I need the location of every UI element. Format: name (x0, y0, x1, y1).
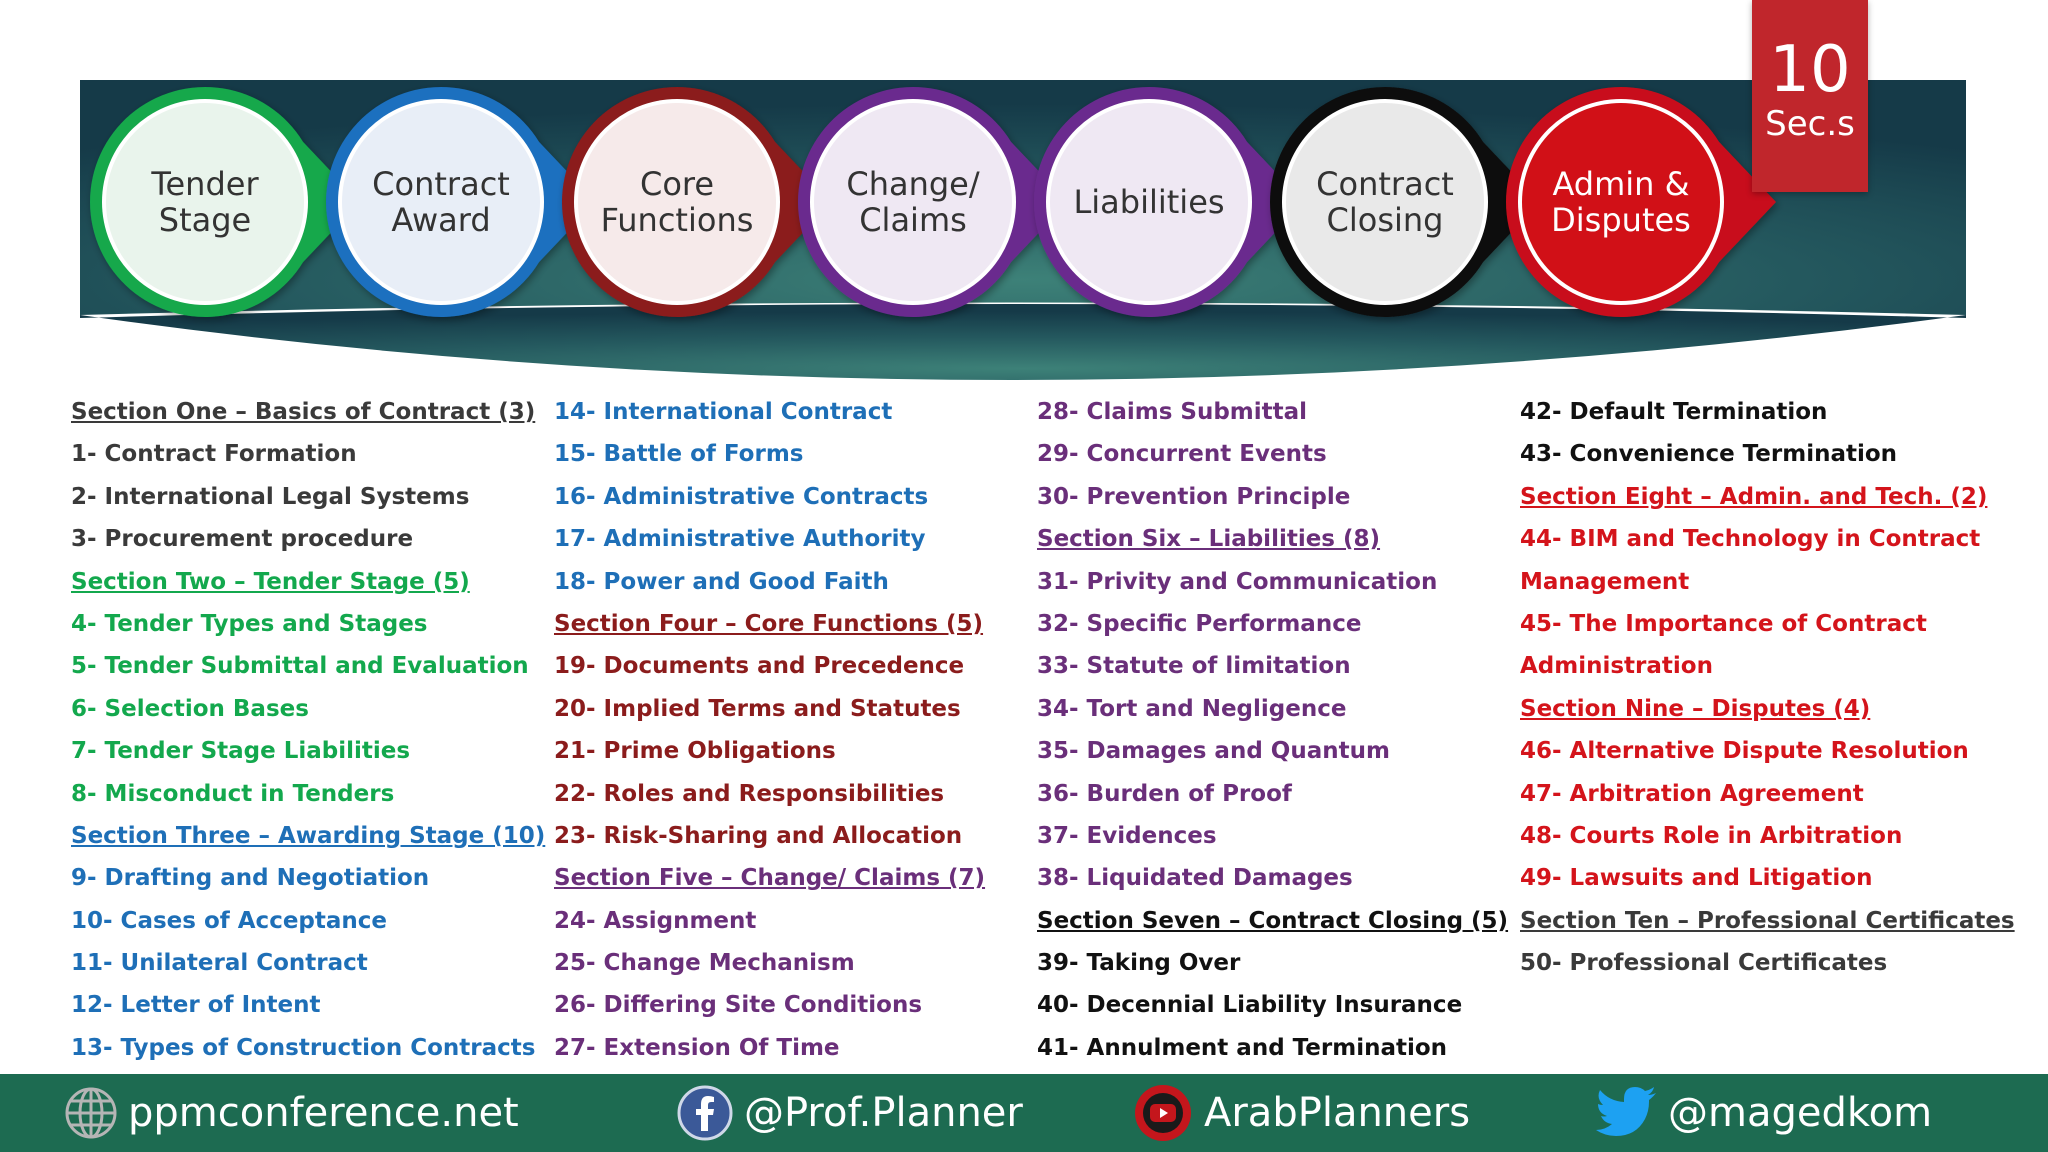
topic-item: 9- Drafting and Negotiation (71, 865, 430, 892)
section-header: Section Six – Liabilities (8) (1037, 526, 1381, 553)
topic-item: 8- Misconduct in Tenders (71, 780, 395, 807)
topic-item: Management (1520, 568, 1690, 595)
topic-item: 25- Change Mechanism (554, 950, 855, 977)
topic-item: 37- Evidences (1037, 822, 1217, 849)
stage-label: Award (391, 201, 491, 239)
topic-column-2 (554, 391, 1024, 1069)
topic-item: Administration (1520, 653, 1713, 680)
topic-item: 15- Battle of Forms (554, 441, 804, 468)
timer-unit: Sec.s (1765, 104, 1855, 144)
topic-item: 31- Privity and Communication (1037, 568, 1438, 595)
topic-item: 47- Arbitration Agreement (1520, 780, 1864, 807)
stage-label: Disputes (1551, 201, 1691, 239)
topic-item: 30- Prevention Principle (1037, 483, 1351, 510)
topic-item: 26- Differing Site Conditions (554, 992, 923, 1019)
stage-label: Closing (1326, 201, 1444, 239)
topic-item: 11- Unilateral Contract (71, 950, 368, 977)
topic-item: 21- Prime Obligations (554, 738, 836, 765)
topic-item: 44- BIM and Technology in Contract (1520, 526, 1981, 553)
topic-item: 20- Implied Terms and Statutes (554, 695, 961, 722)
youtube-text: ArabPlanners (1204, 1090, 1471, 1136)
topic-item: 3- Procurement procedure (71, 526, 414, 553)
topic-column-3 (1037, 391, 1507, 1069)
stage-label: Contract (1316, 165, 1454, 203)
section-header: Section Four – Core Functions (5) (554, 610, 984, 637)
section-header: Section One – Basics of Contract (3) (71, 399, 536, 425)
topic-item: 2- International Legal Systems (71, 483, 470, 510)
stage-label: Claims (859, 201, 967, 239)
topic-item: 1- Contract Formation (71, 441, 357, 468)
facebook-link[interactable] (676, 1074, 1023, 1152)
section-header: Section Two – Tender Stage (5) (71, 568, 470, 595)
section-header: Section Ten – Professional Certificates (1520, 907, 2015, 934)
topic-columns (71, 391, 2015, 1071)
section-header: Section Seven – Contract Closing (5) (1037, 907, 1509, 934)
twitter-link[interactable] (1596, 1074, 1932, 1152)
twitter-text: @magedkom (1668, 1090, 1933, 1136)
twitter-icon (1596, 1086, 1658, 1140)
website-text: ppmconference.net (128, 1090, 519, 1136)
timer-badge (1752, 0, 1868, 192)
topic-item: 29- Concurrent Events (1037, 441, 1327, 468)
topic-item: 41- Annulment and Termination (1037, 1034, 1448, 1061)
topic-item: 16- Administrative Contracts (554, 483, 929, 510)
topic-item: 50- Professional Certificates (1520, 950, 1888, 977)
topic-item: 27- Extension Of Time (554, 1034, 840, 1061)
topic-item: 45- The Importance of Contract (1520, 610, 1927, 637)
topic-item: 32- Specific Performance (1037, 610, 1362, 637)
stage-label: Tender (151, 165, 259, 203)
section-header: Section Five – Change/ Claims (7) (554, 865, 986, 892)
youtube-icon (1132, 1082, 1194, 1144)
topic-item: 24- Assignment (554, 907, 757, 934)
topic-item: 23- Risk-Sharing and Allocation (554, 822, 963, 849)
footer-bar (0, 1074, 2048, 1152)
topic-column-1 (71, 391, 546, 1069)
stage-label: Change/ (846, 165, 980, 203)
topic-item: 49- Lawsuits and Litigation (1520, 865, 1873, 892)
youtube-link[interactable] (1132, 1074, 1470, 1152)
topic-item: 12- Letter of Intent (71, 992, 321, 1019)
topic-item: 35- Damages and Quantum (1037, 738, 1390, 765)
topic-item: 14- International Contract (554, 399, 893, 425)
topic-item: 33- Statute of limitation (1037, 653, 1351, 680)
topic-item: 13- Types of Construction Contracts (71, 1034, 536, 1061)
topic-item: 42- Default Termination (1520, 399, 1828, 425)
topic-item: 4- Tender Types and Stages (71, 610, 428, 637)
topic-item: 5- Tender Submittal and Evaluation (71, 653, 529, 680)
topic-item: 36- Burden of Proof (1037, 780, 1292, 807)
stage-label: Contract (372, 165, 510, 203)
topic-item: 22- Roles and Responsibilities (554, 780, 945, 807)
topic-item: 43- Convenience Termination (1520, 441, 1898, 468)
stage-label: Admin & (1552, 165, 1690, 203)
section-header: Section Three – Awarding Stage (10) (71, 822, 546, 849)
topic-item: 46- Alternative Dispute Resolution (1520, 738, 1969, 765)
facebook-icon (676, 1084, 734, 1142)
facebook-text: @Prof.Planner (744, 1090, 1023, 1136)
stage-banner (0, 0, 2048, 380)
topic-item: 40- Decennial Liability Insurance (1037, 992, 1463, 1019)
banner-bottom-curve (80, 304, 1966, 380)
topic-item: 17- Administrative Authority (554, 526, 926, 553)
stage-label: Stage (158, 201, 252, 239)
section-header: Section Eight – Admin. and Tech. (2) (1520, 483, 1988, 510)
topic-item: 7- Tender Stage Liabilities (71, 738, 411, 765)
timer-value: 10 (1769, 33, 1851, 107)
topic-item: 10- Cases of Acceptance (71, 907, 388, 934)
topic-item: 6- Selection Bases (71, 695, 309, 722)
topic-item: 28- Claims Submittal (1037, 399, 1308, 425)
topic-item: 18- Power and Good Faith (554, 568, 889, 595)
topic-column-4 (1520, 391, 2015, 984)
stage-label: Liabilities (1073, 183, 1225, 221)
stage-label: Functions (600, 201, 754, 239)
stage-label: Core (639, 165, 715, 203)
website-link[interactable] (64, 1074, 519, 1152)
topic-item: 48- Courts Role in Arbitration (1520, 822, 1903, 849)
topic-item: 19- Documents and Precedence (554, 653, 965, 680)
topic-item: 39- Taking Over (1037, 950, 1241, 977)
topic-item: 34- Tort and Negligence (1037, 695, 1347, 722)
globe-icon (64, 1086, 118, 1140)
section-header: Section Nine – Disputes (4) (1520, 695, 1871, 722)
topic-item: 38- Liquidated Damages (1037, 865, 1353, 892)
